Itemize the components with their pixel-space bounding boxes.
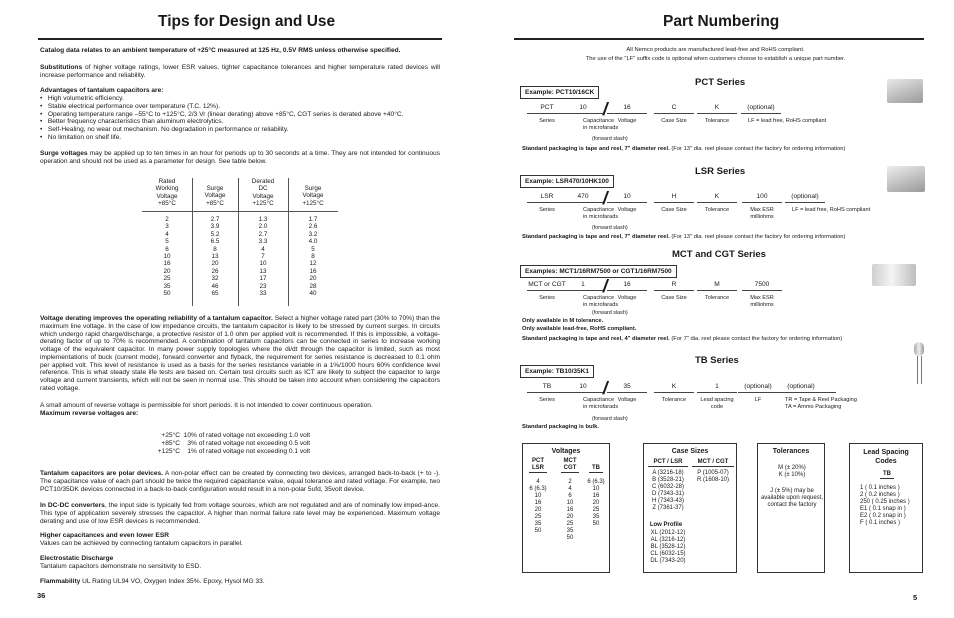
- tb-slash-separator: /: [601, 378, 610, 398]
- tb-field-label: Voltage: [617, 397, 637, 403]
- table-cell: 17: [259, 275, 267, 283]
- list-item: • High volumetric efficiency.: [40, 95, 124, 102]
- table-divider: [142, 211, 338, 212]
- table-cell: 4: [261, 245, 265, 253]
- mct-capacitor-image: [872, 264, 916, 286]
- table-cell: 10: [259, 260, 267, 268]
- case-column: [646, 470, 690, 512]
- pct-code-field: K: [697, 104, 737, 116]
- voltages-column: [581, 479, 611, 528]
- tb-field-label: Lead spacing code: [700, 397, 734, 410]
- substitutions-paragraph: Substitutions of higher voltage ratings, lower ESR values, tighter capacitance tolerances and higher temperature rated devices will increase performance and reliability.: [40, 64, 440, 79]
- list-item: 10: [534, 493, 542, 499]
- lsr-field-label: Case Size: [661, 207, 687, 213]
- lead-spacing-column: [852, 485, 922, 527]
- table-cell: 13: [259, 267, 267, 275]
- reverse-row: +125°C 1% of rated voltage not exceeding 0.1 volt: [157, 447, 311, 455]
- list-item: • Stable electrical performance over temperature (T.C. 12%).: [40, 102, 221, 110]
- table-cell: 12: [309, 260, 317, 268]
- table-cell: 10: [163, 253, 171, 261]
- mct-field-label: Case Size: [661, 295, 687, 301]
- table-cell: 1.3: [258, 216, 268, 223]
- table-cell: 7: [261, 253, 265, 261]
- table-header: Rated Working Voltage +85°C: [155, 178, 179, 208]
- list-item: 25: [566, 521, 574, 527]
- lsr-field-label: Series: [539, 207, 555, 213]
- mct-code-field: 1: [563, 281, 603, 293]
- tb-example: Example: TB10/35K1: [520, 365, 594, 378]
- lsr-field-label: Max ESR milliohms: [750, 207, 774, 220]
- lsr-code-field: K: [697, 193, 737, 205]
- list-item: DL (7343-20): [650, 558, 686, 564]
- lsr-capacitor-image: [887, 166, 925, 192]
- table-cell: 1.7: [308, 216, 318, 223]
- list-item: 6: [568, 493, 572, 499]
- case-col-head: PCT / LSR: [648, 459, 688, 467]
- list-item: 16: [592, 493, 600, 499]
- voltages-col-head: PCT LSR: [529, 458, 547, 473]
- esd-text: Tantalum capacitors demonstrate no sensitivity to ESD.: [40, 563, 202, 570]
- list-item: E1 ( 0.1 snap in ): [860, 506, 906, 512]
- tb-lead-left: [917, 356, 918, 384]
- pct-field-label: Tolerance: [704, 118, 730, 124]
- list-item: 50: [534, 528, 542, 534]
- tb-field-label: TR = Tape & Reel Packaging TA = Ammo Packaging: [785, 397, 857, 410]
- table-cell: 16: [309, 267, 317, 275]
- tb-capacitor-image: [914, 342, 924, 356]
- list-item: 35: [534, 521, 542, 527]
- list-item: 50: [566, 535, 574, 541]
- voltages-column: [525, 479, 551, 535]
- forward-slash-note: (forward slash): [592, 416, 628, 422]
- lsr-series-heading: LSR Series: [695, 166, 746, 177]
- mct-code-field: 16: [607, 281, 647, 293]
- low-profile-heading: Low Profile: [649, 522, 683, 528]
- intro-line-2: The use of the "LF" suffix code is optional when customers choose to establish a unique part number.: [585, 56, 846, 62]
- case-sizes-heading: Case Sizes: [671, 448, 709, 455]
- table-cell: 3.9: [210, 223, 220, 231]
- table-cell: 2.7: [210, 216, 220, 223]
- list-item: BL (3528-12): [650, 544, 686, 550]
- table-cell: 65: [211, 290, 219, 298]
- tb-series-heading: TB Series: [695, 355, 739, 366]
- pct-series-heading: PCT Series: [695, 77, 746, 88]
- table-cell: 23: [259, 282, 267, 290]
- lsr-field-label: Voltage: [617, 207, 637, 213]
- forward-slash-note: (forward slash): [592, 225, 628, 231]
- table-cell: 8: [213, 245, 217, 253]
- esd-heading: Electrostatic Discharge: [40, 555, 114, 562]
- tb-packaging: Standard packaging is bulk.: [522, 424, 599, 430]
- list-item: 1 ( 0.1 inches ): [860, 485, 900, 491]
- table-cell: 8: [311, 253, 315, 261]
- mct-field-label: Tolerance: [704, 295, 730, 301]
- table-cell: 5.2: [210, 230, 220, 238]
- mct-code-field: 7500: [742, 281, 782, 293]
- list-item: CL (6032-15): [650, 551, 686, 557]
- list-item: XL (2012-12): [650, 530, 686, 536]
- tolerances-box: [757, 443, 825, 573]
- case-col-head: MCT / CGT: [692, 459, 734, 467]
- tb-code-field: 35: [607, 383, 647, 395]
- right-page: [477, 0, 954, 618]
- voltages-col-head: MCT CGT: [561, 458, 579, 473]
- forward-slash-note: (forward slash): [592, 310, 628, 316]
- table-header: Surge Voltage +125°C: [302, 185, 324, 207]
- table-cell: 46: [211, 282, 219, 290]
- list-item: R (1608-10): [696, 477, 729, 483]
- reverse-row: +25°C 10% of rated voltage not exceeding 1.0 volt: [161, 432, 311, 439]
- list-item: 2: [568, 479, 572, 485]
- tb-field-label: Capacitance in microfarads: [583, 397, 619, 410]
- mct-packaging: Standard packaging is tape and reel, 4" diameter reel. (For 7" dia. reel please contact the factory for ordering information): [522, 336, 843, 342]
- mct-field-label: Max ESR milliohms: [750, 295, 774, 308]
- tolerance-note: J (± 5%) may be available upon request, contact the factory: [760, 488, 824, 508]
- voltages-col-head: TB: [589, 465, 603, 473]
- tb-code-field: 1: [697, 383, 737, 395]
- list-item: 35: [566, 528, 574, 534]
- lsr-example: Example: LSR470/10HK100: [520, 175, 614, 188]
- advantages-heading: Advantages of tantalum capacitors are:: [40, 87, 164, 94]
- voltage-table: [142, 178, 338, 306]
- list-item: 6 (6.3): [587, 479, 605, 485]
- table-cell: 13: [211, 253, 219, 261]
- pct-field-label: LF = lead free, RoHS compliant: [748, 118, 827, 124]
- table-column: [288, 216, 338, 297]
- mct-series-heading: MCT and CGT Series: [672, 249, 766, 260]
- table-cell: 50: [163, 290, 171, 298]
- table-cell: 2.0: [258, 223, 268, 231]
- lsr-code-field: (optional): [785, 193, 825, 205]
- reverse-text: A small amount of reverse voltage is permissible for short periods. It is not intended to cover continuous operation.: [40, 402, 373, 409]
- table-cell: 5: [165, 238, 169, 246]
- mct-field-label: Capacitance in microfarads: [583, 295, 619, 308]
- page-title: Tips for Design and Use: [158, 13, 336, 30]
- pct-capacitor-image: [887, 79, 923, 103]
- table-cell: 2.6: [308, 223, 318, 231]
- list-item: 6 (6.3): [529, 486, 547, 492]
- table-cell: 20: [309, 275, 317, 283]
- list-item: 25: [592, 507, 600, 513]
- list-item: • Self-Healing, no wear out mechanism. No degradation in performance or reliability.: [40, 126, 289, 134]
- list-item: A (3216-18): [652, 470, 684, 476]
- tb-field-label: LF: [754, 397, 762, 403]
- table-cell: 35: [163, 282, 171, 290]
- voltages-box: [522, 443, 610, 573]
- intro-text: Catalog data relates to an ambient temperature of +25°C measured at 125 Hz, 0.5V RMS unless otherwise specified.: [40, 47, 401, 54]
- reverse-row: +85°C 3% of rated voltage not exceeding 0.5 volt: [161, 439, 311, 447]
- list-item: 50: [592, 521, 600, 527]
- mct-slash-separator: /: [601, 276, 610, 296]
- list-item: H (7343-43): [651, 498, 684, 504]
- list-item: 4: [536, 479, 540, 485]
- list-item: 16: [534, 500, 542, 506]
- table-column: [192, 216, 238, 297]
- list-item: E2 ( 0.2 snap in ): [860, 513, 906, 519]
- table-cell: 2: [165, 216, 169, 223]
- table-cell: 3.3: [258, 238, 268, 246]
- dcdc-paragraph: In DC-DC converters, the input side is typically fed from voltage sources, which are not regulated and are of nominally low imped-ance. This type of application severely stresses the capacitor. A higher than normal failure rate level may be experienced. Maximum voltage derating and use of low ESR devices is recommended.: [40, 502, 440, 525]
- mct-field-label: Voltage: [617, 295, 637, 301]
- intro-line-1: All Nemco products are manufactured lead-free and RoHS compliant.: [626, 47, 805, 53]
- pct-field-label: Voltage: [617, 118, 637, 124]
- tb-code-field: TB: [527, 383, 567, 395]
- list-item: • No limitation on shelf life.: [40, 133, 122, 141]
- list-item: 250 ( 0.25 inches ): [860, 499, 910, 505]
- low-profile-column: [646, 530, 690, 565]
- hc-text: Values can be achieved by connecting tantalum capacitors in parallel.: [40, 540, 243, 547]
- tb-lead-right: [921, 356, 922, 384]
- pct-example: Example: PCT10/16CK: [520, 86, 599, 99]
- table-cell: 28: [309, 282, 317, 290]
- hc-heading: Higher capacitances and even lower ESR: [40, 532, 169, 539]
- pct-slash-separator: /: [601, 99, 610, 119]
- derating-paragraph: Voltage derating improves the operating reliability of a tantalum capacitor. Select a higher voltage rated part (30% to 70%) than the maximum line voltage. In the case of low impedance circuits, the tantalum capacitor is likely to be stressed by current surges. In circuits which undergo rapid charge/discharge, a protective resistor of 1.0 ohm per applied volt is recommended. If this is impossible, a voltage-derating factor of up to 70% is recommended. A combination of tantalum capacitors can be connected in series to increase working voltage of the equivalent capacitor. In many power supply topologies where the di/dt through the capacitor is limited, such as most implementations of buck (current mode), forward converter and flyback, the requirement for series resistance is decreased to 0.1 ohm per applied volt. This level of resistance is used as a basis for the series resistance variable in a 1%/1000 hours 60% confidence level reference. This is what steady state life tests are based on. Certain test circuits such as ICT are likely to subject the capacitor to large voltage and current transients, which will not be seen in normal use. This should be taken into account when considering the capacitors rated voltage.: [40, 315, 440, 392]
- pct-field-label: Capacitance in microfarads: [583, 118, 619, 131]
- page-number: 36: [37, 591, 46, 600]
- pct-code-field: (optional): [741, 104, 781, 116]
- table-cell: 25: [163, 275, 171, 283]
- table-cell: 33: [259, 290, 267, 298]
- pct-field-label: Series: [539, 118, 555, 124]
- tb-code-field: 10: [563, 383, 603, 395]
- pct-code-field: PCT: [527, 104, 567, 116]
- pct-code-field: C: [654, 104, 694, 116]
- tb-field-label: Tolerance: [661, 397, 687, 403]
- list-item: 10: [566, 500, 574, 506]
- list-item: Z (7361-37): [652, 505, 684, 511]
- table-header: Derated DC Voltage +125°C: [251, 178, 275, 208]
- lsr-code-field: 10: [607, 193, 647, 205]
- lsr-field-label: Tolerance: [704, 207, 730, 213]
- list-item: 16: [566, 507, 574, 513]
- list-item: 25: [534, 514, 542, 520]
- table-cell: 20: [163, 267, 171, 275]
- table-cell: 3: [165, 223, 169, 231]
- lead-spacing-sub: TB: [880, 471, 894, 479]
- tolerances-heading: Tolerances: [772, 448, 810, 455]
- table-cell: 26: [211, 267, 219, 275]
- lead-spacing-box: [849, 443, 923, 573]
- list-item: 10: [592, 486, 600, 492]
- pct-code-field: 16: [607, 104, 647, 116]
- table-cell: 3.2: [308, 230, 318, 238]
- lsr-code-field: 100: [742, 193, 782, 205]
- lsr-packaging: Standard packaging is tape and reel, 7" diameter reel. (For 13" dia. reel please contact the factory for ordering information): [522, 234, 846, 240]
- tb-code-field: K: [654, 383, 694, 395]
- list-item: 20: [566, 514, 574, 520]
- tolerance-line: K (± 10%): [778, 472, 806, 478]
- list-item: P (1005-07): [697, 470, 729, 476]
- table-cell: 4.0: [308, 238, 318, 246]
- list-item: C (6032-28): [651, 484, 684, 490]
- list-item: • Better frequency characteristics than aluminum electrolytics.: [40, 118, 224, 126]
- case-sizes-box: [643, 443, 737, 573]
- mct-note-2: Only available lead-free, RoHS compliant.: [522, 326, 637, 332]
- table-cell: 32: [211, 275, 219, 283]
- table-cell: 40: [309, 290, 317, 298]
- table-cell: 20: [211, 260, 219, 268]
- lsr-slash-separator: /: [601, 188, 610, 208]
- list-item: 35: [592, 514, 600, 520]
- reverse-heading: Maximum reverse voltages are:: [40, 410, 139, 417]
- table-cell: 2.7: [258, 230, 268, 238]
- page-number: 5: [913, 593, 918, 602]
- tolerance-line: M (± 20%): [778, 465, 806, 471]
- page-title: Part Numbering: [663, 13, 780, 30]
- list-item: 20: [592, 500, 600, 506]
- title-rule: [514, 38, 924, 40]
- list-item: 2 ( 0.2 inches ): [860, 492, 900, 498]
- title-rule: [38, 38, 442, 40]
- pct-field-label: Case Size: [661, 118, 687, 124]
- list-item: • Operating temperature range –55°C to +125°C, 2/3 Vr (linear derating) above +85°C, CGT series is derated above +40°C.: [40, 110, 404, 118]
- table-column: [238, 216, 288, 297]
- tb-code-field: (optional): [766, 383, 836, 395]
- pct-code-field: 10: [563, 104, 603, 116]
- tb-field-label: Series: [539, 397, 555, 403]
- lsr-code-field: H: [654, 193, 694, 205]
- tb-code-field: (optional): [738, 383, 778, 395]
- voltages-column: [557, 479, 583, 542]
- polar-paragraph: Tantalum capacitors are polar devices. A non-polar effect can be created by connecting two devices, arranged back-to-back (+ to -). The capacitance value of each part should be twice the required capacitance value, equal tolerance and rated voltage. For example, two PCT10/35DK devices connected in a back-to-back configuration would result in a non-polar 5ufd, 35volt device.: [40, 470, 440, 493]
- flammability-text: Flammability UL Rating UL94 VO, Oxygen Index 35%. Epoxy, Hysol MG 33.: [40, 578, 265, 585]
- list-item: B (3528-21): [652, 477, 684, 483]
- mct-note-1: Only available in M tolerance.: [522, 318, 604, 324]
- mct-example: Examples: MCT1/16RM7500 or CGT1/16RM7500: [520, 265, 677, 278]
- pct-packaging: Standard packaging is tape and reel, 7" diameter reel. (For 13" dia. reel please contact the factory for ordering information): [522, 146, 846, 152]
- lsr-code-field: LSR: [527, 193, 567, 205]
- table-header: Surge Voltage +85°C: [204, 185, 226, 207]
- table-cell: 5: [311, 245, 315, 253]
- voltages-heading: Voltages: [551, 448, 581, 455]
- list-item: 20: [534, 507, 542, 513]
- advantages-list: [40, 95, 444, 142]
- list-item: F ( 0.1 inches ): [860, 520, 901, 526]
- case-column: [692, 470, 734, 484]
- table-cell: 4: [165, 230, 169, 238]
- lead-spacing-heading: Lead Spacing Codes: [863, 449, 909, 465]
- reverse-table: [140, 432, 400, 455]
- lsr-field-label: LF = lead free, RoHS compliant: [792, 207, 871, 213]
- list-item: AL (3216-12): [650, 537, 686, 543]
- mct-code-field: MCT or CGT: [527, 281, 567, 293]
- mct-field-label: Series: [539, 295, 555, 301]
- table-cell: 6.5: [210, 238, 220, 246]
- lsr-field-label: Capacitance in microfarads: [583, 207, 619, 220]
- mct-code-field: R: [654, 281, 694, 293]
- table-column: [142, 216, 192, 297]
- table-cell: 6: [165, 245, 169, 253]
- surge-paragraph: Surge voltages may be applied up to ten times in an hour for periods up to 30 seconds at a time. They are not intended for continuous operation and should not be used as a parameter for design. See table below.: [40, 150, 440, 165]
- mct-code-field: M: [697, 281, 737, 293]
- list-item: D (7343-31): [651, 491, 684, 497]
- lsr-code-field: 470: [563, 193, 603, 205]
- list-item: 4: [568, 486, 572, 492]
- table-cell: 16: [163, 260, 171, 268]
- forward-slash-note: (forward slash): [592, 136, 628, 142]
